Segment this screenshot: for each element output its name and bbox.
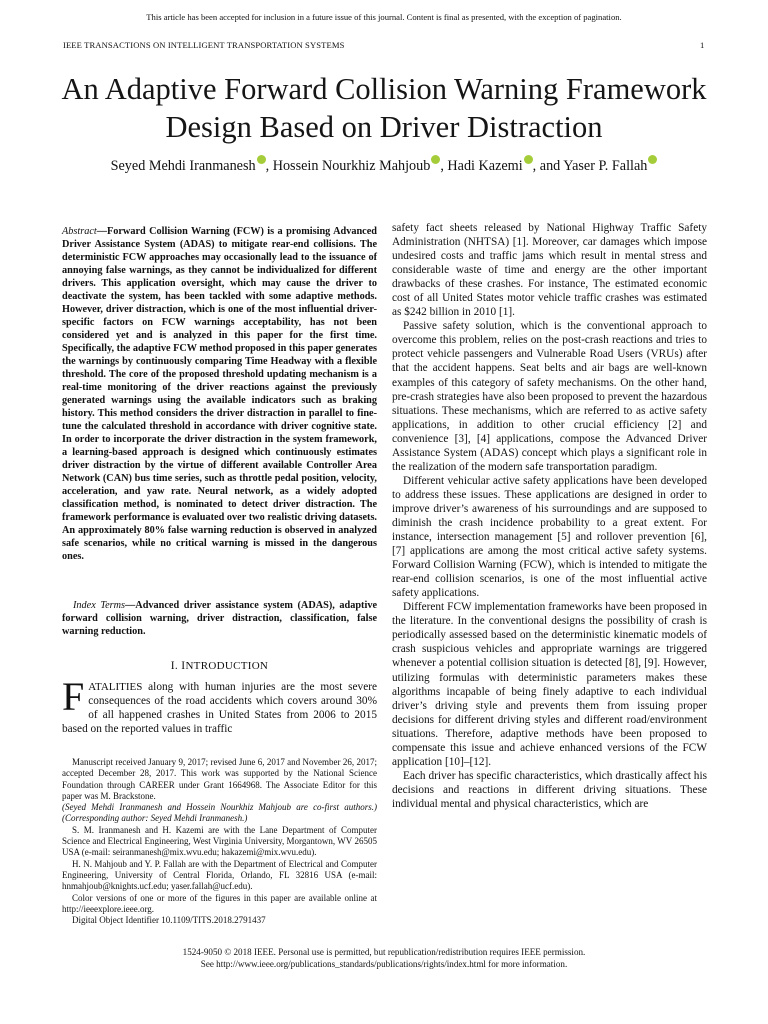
abstract-dash: — — [96, 226, 107, 237]
footnote-color-versions: Color versions of one or more of the figures in this paper are available online at http://ieeexplore.ieee.org. — [62, 892, 377, 914]
accepted-notice: This article has been accepted for inclusion in a future issue of this journal. Content is final as presented, with the exception of pagination. — [146, 12, 622, 22]
title-line-2: Design Based on Driver Distraction — [165, 110, 603, 144]
footnote-affiliation-wvu: S. M. Iranmanesh and H. Kazemi are with the Lane Department of Computer Science and Electrical Engineering, West Virginia University, Morgantown, WV 26505 USA (e-mail: seiranmanesh@mix.wvu.edu; hakazemi@mix.wvu.edu). — [62, 824, 377, 858]
index-terms-text: Advanced driver assistance system (ADAS), adaptive forward collision warning, driver distraction, classification, false warning reduction. — [62, 600, 377, 637]
drop-cap: F — [62, 674, 85, 719]
body-paragraph: safety fact sheets released by National Highway Traffic Safety Administration (NHTSA) [1]. Moreover, car damages which impose undesired costs and traffic jams which result in mental stress and considerable waste of time and energy are the other important drawbacks of these crashes. For instance, The estimated economic cost of all United States motor vehicle traffic crashes was estimated as $242 billion in 2010 [1]. — [392, 222, 707, 319]
introduction-text: along with human injuries are the most severe consequences of the road accidents which covers around 30% of all happened crashes in United States from 2006 to 2015 based on the reported values in traffic — [62, 681, 377, 736]
abstract — [62, 225, 377, 563]
body-paragraph: Passive safety solution, which is the conventional approach to overcome this problem, relies on the post-crash reactions and tries to protect vehicle passengers and Vulnerable Road Users (VRUs) after that the accident happens. Seat belts and air bags are well-known examples of this category of safety mechanisms. On the other hand, pre-crash strategies have also been proposed to prevent the hazardous situations. These mechanisms, which are referred to as active safety applications, in addition to other crucial efficiency [2] and convenience [3], [4] applications, compose the Advanced Driver Assistance System (ADAS) concept which plays a significant role in the realization of the modern safe transportation paradigm. — [392, 320, 707, 473]
index-terms-dash: — — [125, 600, 136, 611]
footnote-doi: Digital Object Identifier 10.1109/TITS.2018.2791437 — [72, 915, 266, 926]
body-paragraph: Each driver has specific characteristics, which drastically affect his decisions and reactions in different driving situations. These individual mental and physical characteristics, which are — [392, 769, 707, 810]
index-terms — [62, 599, 377, 638]
paper-title — [0, 70, 768, 146]
index-terms-label: Index Terms — [73, 600, 126, 611]
copyright-line-1: 1524-9050 © 2018 IEEE. Personal use is permitted, but republication/redistribution requires IEEE permission. — [182, 947, 586, 957]
copyright-footer — [0, 946, 768, 970]
orcid-icon[interactable] — [257, 155, 266, 164]
footnote-manuscript: Manuscript received January 9, 2017; revised June 6, 2017 and November 26, 2017; accepted December 28, 2017. This work was supported by the National Science Foundation through CAREER under Grant 1664968. The Associate Editor for this paper was M. Brackstone. — [62, 757, 377, 801]
body-paragraph: Different vehicular active safety applications have been developed to address these issues. These applications are designed in order to improve driver’s awareness of his surroundings and are supposed to diminish the crash incidence probability to a great extent. For instance, intersection management [5] and rollover prevention [6], [7] applications are among the most critical active safety systems. Forward Collision Warning (FCW), which is intended to mitigate the rear-end collision scenarios, is one of the most influential active safety applications. — [392, 474, 707, 600]
running-header: IEEE TRANSACTIONS ON INTELLIGENT TRANSPORTATION SYSTEMS — [63, 40, 345, 50]
author-separator: , and — [532, 158, 564, 174]
author-separator: , — [440, 158, 448, 174]
orcid-icon[interactable] — [431, 155, 440, 164]
footnotes — [62, 757, 377, 926]
orcid-icon[interactable] — [524, 155, 533, 164]
copyright-line-2: See http://www.ieee.org/publications_standards/publications/rights/index.html for more information. — [200, 959, 568, 969]
author-name: Hadi Kazemi — [447, 158, 523, 174]
author-separator: , — [265, 158, 273, 174]
footnote-affiliation-ucf: H. N. Mahjoub and Y. P. Fallah are with the Department of Electrical and Computer Engineering, University of Central Florida, Orlando, FL 32816 USA (e-mail: hnmahjoub@knights.ucf.edu; yaser.fallah@ucf.edu). — [62, 858, 377, 892]
author-name: Seyed Mehdi Iranmanesh — [110, 158, 256, 174]
author-name: Yaser P. Fallah — [563, 158, 648, 174]
section-heading-introduction: I. INTRODUCTION — [170, 660, 269, 672]
introduction-paragraph — [62, 674, 377, 736]
author-name: Hossein Nourkhiz Mahjoub — [272, 158, 431, 174]
right-column — [392, 221, 707, 811]
page-number: 1 — [700, 40, 705, 50]
orcid-icon[interactable] — [648, 155, 657, 164]
title-line-1: An Adaptive Forward Collision Warning Framework — [61, 72, 707, 106]
abstract-text: Forward Collision Warning (FCW) is a promising Advanced Driver Assistance System (ADAS) to mitigate rear-end collisions. The deterministic FCW approaches may occasionally lead to the issuance of annoying false warnings, as they cannot be individualized for different drivers. This application oversight, which may cause the driver to deactivate the system, has been tackled with some adaptive methods. However, driver distraction, which is one of the most influential driver-specific factors on FCW warnings acceptability, has not been considered yet and is analyzed in this paper for the first time. Specifically, the adaptive FCW method proposed in this paper generates the warnings by continuously comparing Time Headway with a flexible threshold. The core of the proposed threshold updating mechanism is a real-time monitoring of the driver reactions against the previously generated warnings using the available indicators such as braking history. This method considers the driver distraction in parallel to fine-tune the calculated threshold in accordance with driver cognitive state. In order to incorporate the driver distraction in the system framework, a learning-based approach is designed which continuously estimates driver distraction by the virtue of different available Controller Area Network (CAN) bus time series, such as throttle pedal position, velocity, acceleration, and yaw rate. Neural network, as a widely adopted classification method, is nominated to detect driver distraction. The framework performance is evaluated over two realistic driving datasets. An approximately 80% false warning reduction is observed in analyzed safe scenarios, while no critical warning is missed in the dangerous ones. — [62, 226, 377, 562]
footnote-cofirst: (Seyed Mehdi Iranmanesh and Hossein Nourkhiz Mahjoub are co-first authors.) (Corresponding author: Seyed Mehdi Iranmanesh.) — [62, 802, 377, 824]
author-list — [0, 155, 768, 175]
abstract-label: Abstract — [62, 226, 97, 237]
lead-caps: ATALITIES — [88, 681, 143, 693]
body-paragraph: Different FCW implementation frameworks have been proposed in the literature. In the conventional designs the possibility of crash is periodically assessed based on the deterministic kinematic models of crash suspicious vehicles and appropriate warnings are triggered whenever a potential collision situation is detected [8], [9]. However, utilizing formulas with deterministic parameters makes these algorithms incapable of being finely adaptive to each individual driver’s driving style and prevents them from issuing proper decisions for different driving styles and different road/environment situations. Therefore, adaptive methods have been proposed to compensate this issue and achieve enhanced versions of the FCW application [10]–[12]. — [392, 601, 707, 768]
